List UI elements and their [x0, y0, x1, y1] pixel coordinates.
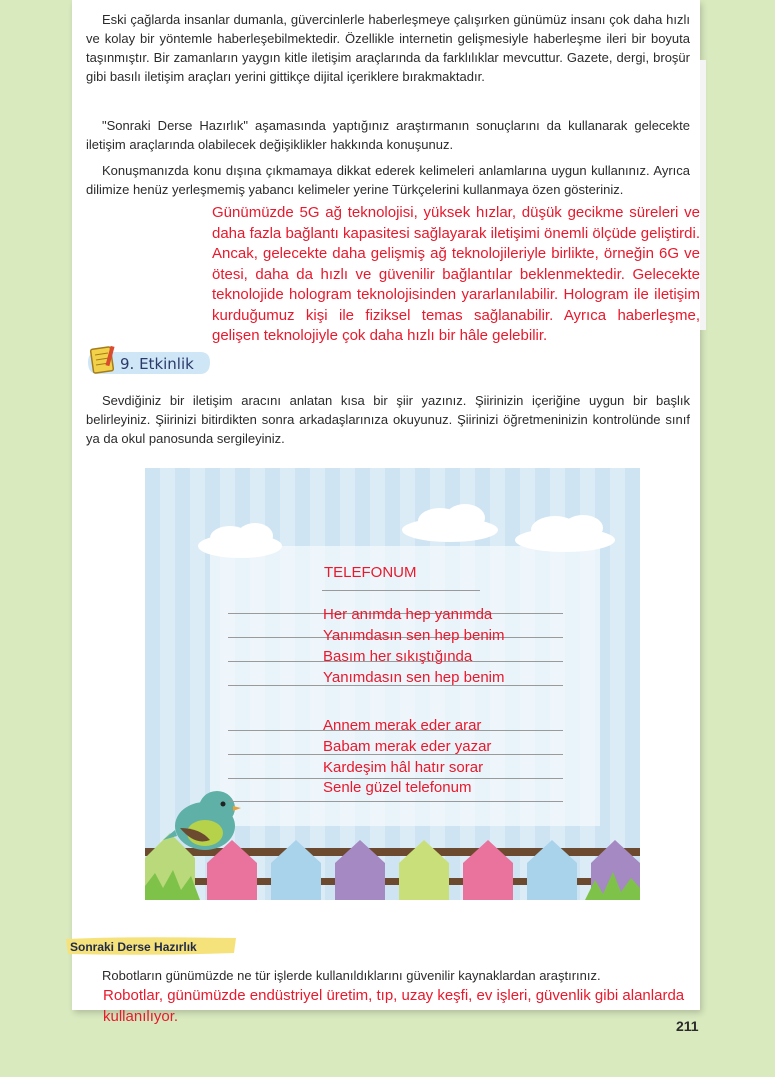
- poem-title: TELEFONUM: [324, 564, 417, 581]
- poem-line: Basım her sıkıştığında: [323, 648, 473, 665]
- handwritten-answer-future: Günümüzde 5G ağ teknolojisi, yüksek hızlar, düşük gecikme süreleri ve daha fazla bağlantı kapasitesi sağlayarak iletişimi önemli ölçüde geliştirdi. Ancak, gelecekte daha gelişmiş ağ teknolojileriyle birlikte, örneğin 6G ve ötesi, daha da hızlı ve güvenilir bağlantılar beklenmektedir. Gelecekte teknolojide hologram teknolojisinden yararlanılabilir. Hologram ile iletişim kurduğumuz kişi ile fiziksel temas sağlanabilir. Ayrıca haberleşme, gelişen teknolojiyle çok daha hızlı bir hâle gelebilir.: [212, 204, 700, 344]
- activity-instruction: Sevdiğiniz bir iletişim aracını anlatan kısa bir şiir yazınız. Şiirinizin içeriğine uygun bir başlık belirleyiniz. Şiirinizi bitirdikten sonra arkadaşlarınıza okuyunuz. Şiirinizi öğretmeninizin kontrolünde sınıf ya da okul panosunda sergileyiniz.: [86, 393, 690, 446]
- activity-label: 9. Etkinlik: [120, 355, 194, 373]
- poem-line: Yanımdasın sen hep benim: [323, 627, 505, 644]
- poem-line: Kardeşim hâl hatır sorar: [323, 759, 484, 776]
- poem-line: Senle güzel telefonum: [323, 779, 472, 796]
- writing-line: [228, 801, 563, 802]
- handwritten-answer-robots: Robotlar, günümüzde endüstriyel üretim, tıp, uzay keşfi, ev işleri, güvenlik gibi alanlarda kullanılıyor.: [103, 987, 685, 1025]
- poem-line: Her anımda hep yanımda: [323, 606, 493, 623]
- poem-line: Annem merak eder arar: [323, 717, 482, 734]
- intro-paragraph-3: Konuşmanızda konu dışına çıkmamaya dikkat ederek kelimeleri anlamlarına uygun kullanınız. Ayrıca dilimize henüz yerleşmemiş yabancı kelimeler yerine Türkçelerini kullanmaya özen gösteriniz.: [86, 163, 690, 197]
- title-underline: [322, 590, 480, 591]
- intro-paragraph-2: "Sonraki Derse Hazırlık" aşamasında yaptığınız araştırmanın sonuçlarını da kullanarak gelecekte iletişim araçlarında olabilecek değişiklikler hakkında konuşunuz.: [86, 118, 690, 152]
- poem-line: Yanımdasın sen hep benim: [323, 669, 505, 686]
- next-lesson-label: Sonraki Derse Hazırlık: [70, 940, 197, 954]
- intro-paragraph-1: Eski çağlarda insanlar dumanla, güvercinlerle haberleşmeye çalışırken günümüz insanı çok daha hızlı ve kolay bir yöntemle haberleşebilmektedir. Özellikle internetin gelişmesiyle haberleşme ileri bir boyuta taşınmıştır. Bir zamanların yaygın kitle iletişim araçlarında da farklılıklar mevcuttur. Gazete, dergi, broşür gibi basılı iletişim araçları yerini gittikçe dijital içeriklere bırakmaktadır.: [86, 12, 690, 84]
- page-number: 211: [676, 1018, 699, 1034]
- next-lesson-question: Robotların günümüzde ne tür işlerde kullanıldıklarını güvenilir kaynaklardan araştırınız.: [102, 968, 601, 983]
- poem-line: Babam merak eder yazar: [323, 738, 492, 755]
- page-edge: [700, 60, 706, 330]
